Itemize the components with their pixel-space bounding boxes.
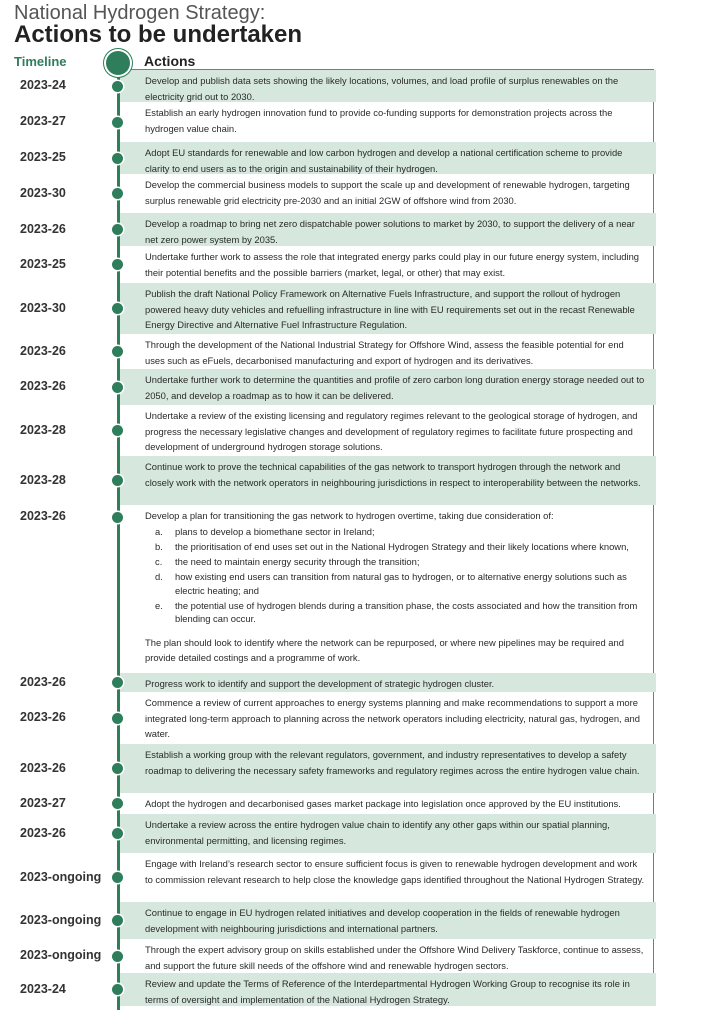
action-row: [120, 505, 656, 673]
sub-item-text: the need to maintain energy security through the transition;: [175, 556, 420, 567]
action-row: [120, 973, 656, 1006]
timeline-dot: [112, 81, 123, 92]
action-row: [120, 902, 656, 939]
action-row: [120, 70, 656, 102]
action-description: Undertake further work to determine the quantities and profile of zero carbon long duration energy storage needed out to 2050, and develop a roadmap as to how it can be delivered.: [145, 374, 645, 401]
action-text: [145, 856, 646, 887]
action-row: [120, 174, 656, 213]
action-description: Establish a working group with the relevant regulators, government, and industry representatives to develop a safety roadmap to delivering the necessary safety frameworks and regulatory regimes across the entire hydrogen value chain.: [145, 749, 640, 776]
action-text: [145, 249, 646, 280]
timeline-dot: [112, 382, 123, 393]
action-text: [145, 508, 646, 666]
action-sub-item: [145, 525, 646, 539]
action-row: [120, 283, 656, 334]
timeline-dot: [112, 475, 123, 486]
action-row: [120, 853, 656, 902]
action-row: [120, 673, 656, 692]
action-text: [145, 942, 646, 973]
action-text: [145, 145, 646, 176]
action-closing-text: The plan should look to identify where the network can be repurposed, or where new pipelines may be required and provide detailed costings and a programme of work.: [145, 636, 624, 663]
action-row: [120, 456, 656, 505]
timeline-dot: [112, 763, 123, 774]
action-description: Publish the draft National Policy Framework on Alternative Fuels Infrastructure, and support the rollout of hydrogen powered heavy duty vehicles and refuelling infrastructure in line with EU requirements set out in the recast Renewable Energy Directive and Alternative Fuel Infrastructure Regulation.: [145, 288, 635, 330]
action-description: Engage with Ireland’s research sector to ensure sufficient focus is given to renewable hydrogen development and work to commission relevant research to help close the knowledge gaps identified throughout the National Hydrogen Strategy.: [145, 858, 645, 885]
action-description: Develop the commercial business models to support the scale up and development of renewable hydrogen, targeting surplus renewable grid electricity pre-2030 and an initial 2GW of offshore wind from 2030.: [145, 179, 630, 206]
action-text: [145, 459, 646, 490]
timeline-dot: [112, 425, 123, 436]
action-row: [120, 142, 656, 174]
timeline-year: 2023-24: [20, 981, 66, 996]
timeline-dot: [112, 303, 123, 314]
action-text: [145, 372, 646, 403]
timeline-year: 2023-25: [20, 150, 66, 164]
action-description: Continue work to prove the technical capabilities of the gas network to transport hydrogen through the network and closely work with the network operators in neighbouring jurisdictions in respect to interoperability between the networks.: [145, 461, 641, 488]
action-text: [145, 796, 646, 812]
sub-item-letter: b.: [155, 541, 163, 552]
timeline-column-header: Timeline: [14, 54, 67, 69]
action-description: Progress work to identify and support the development of strategic hydrogen cluster.: [145, 678, 495, 689]
timeline-year: 2023-26: [20, 674, 66, 689]
timeline-year: 2023-25: [20, 256, 66, 271]
action-text: [145, 105, 646, 136]
action-description: Undertake a review of the existing licensing and regulatory regimes relevant to the geological storage of hydrogen, and progress the necessary legislative changes and development of regulatory regimes to facilitate future prospecting and development of underground hydrogen storage solutions.: [145, 410, 638, 452]
timeline-year: 2023-26: [20, 825, 66, 840]
action-text: [145, 177, 646, 208]
action-row: [120, 405, 656, 456]
action-description: Develop a roadmap to bring net zero dispatchable power solutions to market by 2030, to support the delivery of a near net zero power system by 2035.: [145, 218, 635, 245]
action-text: [145, 676, 646, 692]
action-text: [145, 408, 646, 455]
action-description: Through the development of the National Industrial Strategy for Offshore Wind, assess the feasible potential for end uses such as eFuels, decarbonised manufacturing and export of hydrogen and its derivatives.: [145, 339, 624, 366]
action-description: Review and update the Terms of Reference of the Interdepartmental Hydrogen Working Group to recognise its role in terms of oversight and implementation of the National Hydrogen Strategy.: [145, 978, 630, 1005]
action-description: Develop and publish data sets showing the likely locations, volumes, and load profile of surplus renewables on the electricity grid out to 2030.: [145, 75, 619, 102]
page-title: Actions to be undertaken: [14, 21, 303, 48]
timeline-year: 2023-28: [20, 472, 66, 487]
actions-column-header: Actions: [144, 53, 196, 69]
action-description: Through the expert advisory group on skills established under the Offshore Wind Delivery Taskforce, continue to assess, and support the future skill needs of the offshore wind and renewable hydrogen sectors.: [145, 944, 644, 971]
timeline-dot: [112, 915, 123, 926]
timeline-year: 2023-28: [20, 422, 66, 437]
timeline-dot: [112, 188, 123, 199]
action-description: Undertake further work to assess the role that integrated energy parks could play in our future energy system, including their potential benefits and the possible barriers (market, legal, or other) that may exist.: [145, 251, 640, 278]
timeline-year: 2023-27: [20, 795, 66, 810]
sub-item-letter: e.: [155, 599, 163, 611]
timeline-year: 2023-26: [20, 760, 66, 775]
timeline-year: 2023-ongoing: [20, 912, 102, 927]
action-description: Undertake a review across the entire hydrogen value chain to identify any other gaps within our spatial planning, environmental permitting, and licensing regimes.: [145, 819, 610, 846]
action-row: [120, 939, 656, 973]
timeline-dot: [112, 153, 123, 164]
sub-item-letter: c.: [155, 556, 163, 567]
action-text: [145, 216, 646, 247]
timeline-year: 2023-26: [20, 710, 66, 724]
timeline-dot: [112, 872, 123, 883]
timeline-year: 2023-26: [20, 343, 66, 358]
timeline-year: 2023-26: [20, 509, 66, 523]
timeline-year: 2023-30: [20, 185, 66, 200]
timeline-dot: [112, 984, 123, 995]
sub-item-text: the prioritisation of end uses set out in the National Hydrogen Strategy and their likely locations where known,: [175, 541, 629, 552]
action-text: [145, 747, 646, 778]
action-text: [145, 73, 646, 104]
action-text: [145, 905, 646, 936]
action-row: [120, 744, 656, 793]
action-row: [120, 814, 656, 853]
action-description: Adopt EU standards for renewable and low carbon hydrogen and develop a national certification scheme to provide clarity to end users as to the origin and sustainability of their hydrogen.: [145, 147, 623, 174]
action-row: [120, 369, 656, 405]
header-subtitle: National Hydrogen Strategy:: [14, 2, 266, 24]
action-sub-item: [145, 540, 646, 554]
action-description: Commence a review of current approaches to energy systems planning and make recommendations to support a more integrated long-term approach to planning across the network operators including electricity, natural gas, hydrogen, and water.: [145, 697, 640, 739]
sub-item-letter: a.: [155, 526, 163, 537]
action-text: [145, 817, 646, 848]
timeline-year: 2023-26: [20, 379, 66, 393]
timeline-dot: [112, 117, 123, 128]
action-text: [145, 286, 646, 333]
sub-item-text: how existing end users can transition from natural gas to hydrogen, or to alternative energy solutions such as electric heating; and: [175, 571, 627, 596]
timeline-year: 2023-ongoing: [20, 869, 102, 884]
action-sub-item: [145, 570, 646, 597]
timeline-year: 2023-30: [20, 300, 66, 315]
action-row: [120, 692, 656, 744]
timeline-dot: [112, 677, 123, 688]
timeline-start-dot: [106, 51, 130, 75]
timeline-dot: [112, 798, 123, 809]
action-description: Develop a plan for transitioning the gas network to hydrogen overtime, taking due consideration of:: [145, 510, 554, 521]
action-row: [120, 213, 656, 246]
sub-item-text: the potential use of hydrogen blends during a transition phase, the costs associated and how the transition from blending can occur.: [175, 599, 638, 624]
timeline-dot: [112, 512, 123, 523]
timeline-dot: [112, 828, 123, 839]
timeline-dot: [112, 713, 123, 724]
timeline-year: 2023-24: [20, 78, 66, 92]
sub-item-letter: d.: [155, 571, 163, 582]
timeline-dot: [112, 224, 123, 235]
action-description: Establish an early hydrogen innovation fund to provide co-funding supports for demonstration projects across the hydrogen value chain.: [145, 107, 613, 134]
action-sub-item: [145, 599, 646, 626]
sub-item-text: plans to develop a biomethane sector in Ireland;: [175, 526, 375, 537]
timeline-dot: [112, 259, 123, 270]
timeline-year: 2023-ongoing: [20, 948, 102, 962]
action-row: [120, 102, 656, 142]
action-description: Adopt the hydrogen and decarbonised gases market package into legislation once approved by the EU institutions.: [145, 798, 621, 809]
action-row: [120, 334, 656, 369]
action-sub-item: [145, 555, 646, 569]
action-text: [145, 695, 646, 742]
action-text: [145, 337, 646, 368]
action-row: [120, 246, 656, 283]
action-text: [145, 976, 646, 1007]
action-description: Continue to engage in EU hydrogen related initiatives and develop cooperation in the fields of renewable hydrogen development with neighbouring jurisdictions and international partners.: [145, 907, 620, 934]
timeline-year: 2023-27: [20, 114, 66, 128]
timeline-dot: [112, 951, 123, 962]
timeline-dot: [112, 346, 123, 357]
timeline-year: 2023-26: [20, 221, 66, 236]
action-row: [120, 793, 656, 814]
